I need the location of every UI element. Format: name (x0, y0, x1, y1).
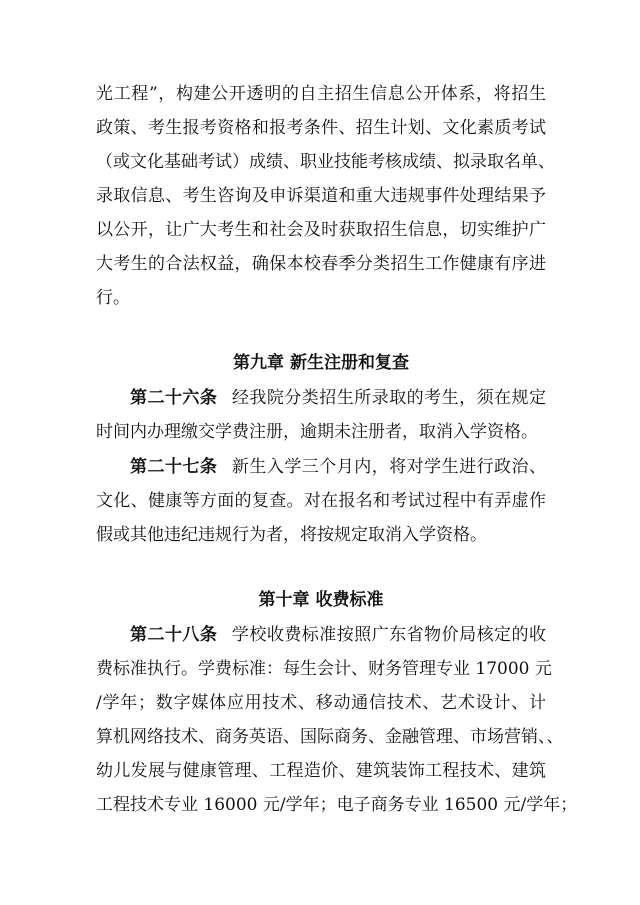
article-26-first-line (130, 386, 546, 410)
chapter-9-title: 第九章 新生注册和复查 (233, 353, 409, 373)
article-28-text-start: 学校收费标准按照广东省物价局核定的收 (231, 625, 547, 645)
intro-line-2: 政策、考生报考资格和报考条件、招生计划、文化素质考试 (96, 118, 546, 138)
intro-line-7: 行。 (96, 288, 130, 308)
intro-line-4: 录取信息、考生咨询及申诉渠道和重大违规事件处理结果予 (96, 186, 546, 206)
article-27-text-start: 新生入学三个月内，将对学生进行政治、 (231, 457, 547, 477)
article-26-text-start: 经我院分类招生所录取的考生，须在规定 (231, 388, 547, 408)
intro-line-5: 以公开，让广大考生和社会及时获取招生信息，切实维护广 (96, 220, 546, 240)
article-26-line-2: 时间内办理缴交学费注册，逾期未注册者，取消入学资格。 (96, 422, 538, 442)
article-28-line-2: 费标准执行。学费标准：每生会计、财务管理专业 17000 元 (96, 659, 552, 679)
article-27-label: 第二十七条 (130, 457, 218, 477)
article-28-line-6: 工程技术专业 16000 元/学年；电子商务专业 16500 元/学年； (96, 795, 578, 815)
article-28-first-line (130, 623, 546, 647)
article-27-line-2: 文化、健康等方面的复查。对在报名和考试过程中有弄虚作 (96, 491, 546, 511)
article-28-line-5: 幼儿发展与健康管理、工程造价、建筑装饰工程技术、建筑 (96, 761, 546, 781)
intro-line-6: 大考生的合法权益，确保本校春季分类招生工作健康有序进 (96, 254, 546, 274)
article-28-label: 第二十八条 (130, 625, 218, 645)
article-28-line-4: 算机网络技术、商务英语、国际商务、金融管理、市场营销、、 (96, 727, 564, 747)
chapter-10-title: 第十章 收费标准 (258, 590, 384, 610)
article-27-first-line (130, 455, 546, 479)
intro-line-1: 光工程”，构建公开透明的自主招生信息公开体系，将招生 (96, 84, 546, 104)
intro-line-3: （或文化基础考试）成绩、职业技能考核成绩、拟录取名单、 (96, 152, 555, 172)
article-28-line-3: /学年；数字媒体应用技术、移动通信技术、艺术设计、计 (96, 693, 546, 713)
article-26-label: 第二十六条 (130, 388, 218, 408)
article-27-line-3: 假或其他违纪违规行为者，将按规定取消入学资格。 (96, 525, 487, 545)
